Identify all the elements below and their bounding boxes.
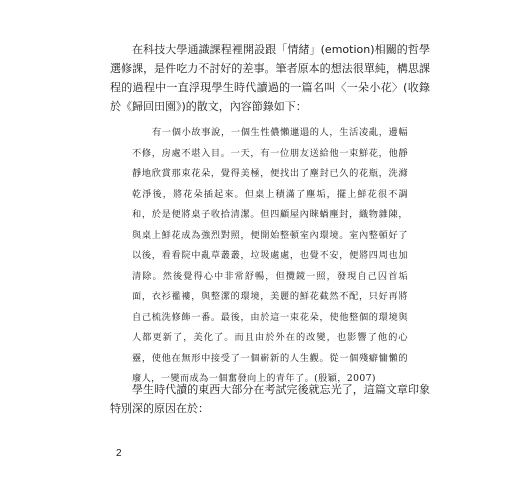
closing-paragraph: 學生時代讀的東西大部分在考試完後就忘光了，這篇文章印象特別深的原因在於： (110, 383, 430, 415)
intro-paragraph: 在科技大學通識課程裡開設跟「情緒」(emotion)相關的哲學選修課，是件吃力不討好的差事。筆者原本的想法很單純，構思課程的過程中一直浮現學生時代讀過的一篇名叫〈一朵小花〉(收錄於《歸回田園》)的散文，內容節錄如下： (110, 43, 430, 113)
block-quote: 有一個小故事說，一個生性儂懶邋遢的人，生活凌亂，邊幅不修，房處不堪入目。一天，有一位朋友送給他一束鮮花，他靜靜地欣賞那束花朵，覺得美極，便找出了塵封已久的花瓶，洗滌乾淨後，將花朵插起來。但桌上積滿了塵垢，擺上鮮花很不調和，於是便將桌子收拾清潔。但四顧屋內睞蝸塵封，織物雜陳，與桌上鮮花成為強烈對照，便開始整頓室內環境。室內整頓好了以後，看看院中亂草叢叢，垃圾處處，也覺不安，便將四周也加清除。然後覺得心中非常舒暢，但攬鏡一照，發現自己囚首垢面，衣衫襤褸，與整潔的環境，美麗的鮮花截然不配，只好再將自己梳洗修飾一番。最後，由於這一束花朵，使他整個的環境與人都更新了，美化了。而且由於外在的改變，也影響了他的心靈，使他在無形中接受了一個嶄新的人生觀。從一個殘癖慵懶的廢人，一變而成為一個奮發向上的青年了。(殷穎，2007) (132, 127, 408, 384)
page-number: 2 (116, 448, 122, 459)
